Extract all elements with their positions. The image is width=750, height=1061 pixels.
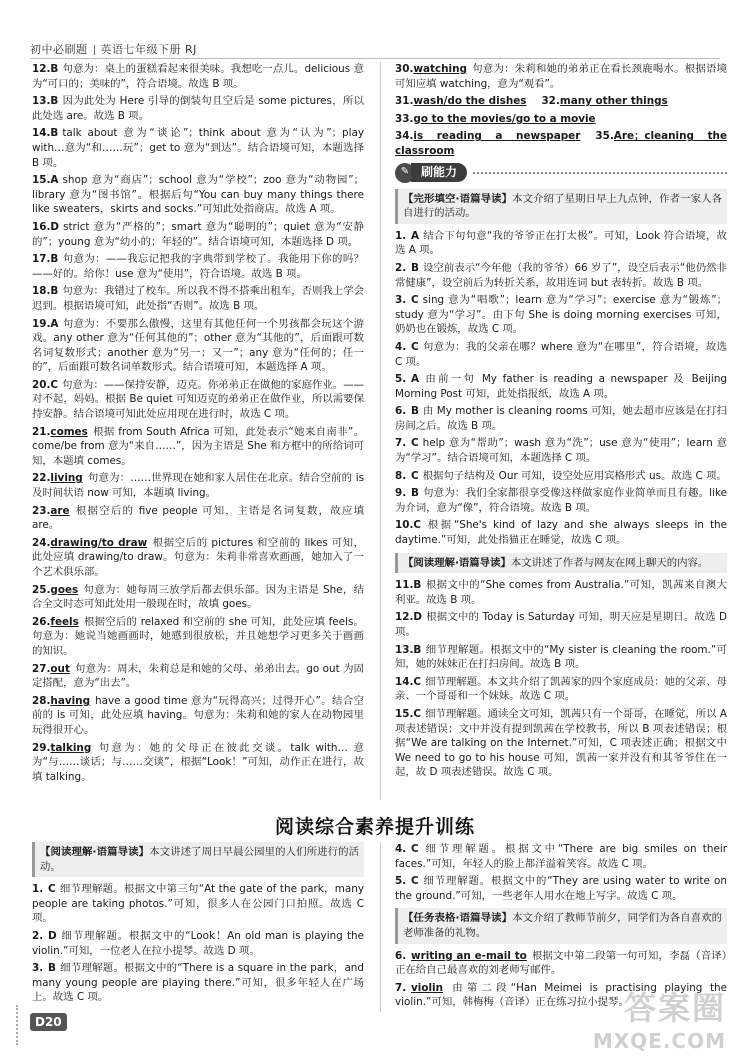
item-explanation: 句意为：桌上的蛋糕看起来很美味。我想吃一点儿。delicious 意为“可口的；美味的”，符合语境。故选 B 项。 [32,63,364,90]
item-number: 31. [395,95,414,108]
item-explanation: 细节理解题。根据文中“There are big smiles on their faces.”可知，年轻人的脸上都洋溢着笑容。故选 C 项。 [395,843,727,870]
item-number: 1. [395,229,407,242]
guide-tag: 【任务表格·语篇导读】 [403,912,513,925]
item-explanation: 句意为：我的父亲在哪？where 意为“在哪里”，符合语境，故选 C 项。 [395,340,727,368]
item-explanation: 句意为：朱莉和她的弟弟正在看长颈鹿喝水。根据语境可知应填 watching，意为“观看”。 [395,63,727,90]
item-number: 15. [32,174,51,187]
answer-item [395,261,727,290]
item-answer: A [50,174,59,187]
item-number: 6. [395,405,407,418]
answer-item [395,372,727,401]
short-answer-row [395,94,727,109]
item-answer: B [413,579,422,592]
item-answer: talking [50,741,92,754]
badge-label: 刷能力 [411,163,467,182]
answer-item [32,252,364,281]
answer-item [32,425,364,469]
answer-item [32,961,364,1005]
item-explanation: 细节理解题。通读全文可知，凯茜只有一个哥哥，在睡觉，所以 A 项表述错误；文中并没有提到凯茜在学校教书，所以 B 项表述错误；根据“We are talking on the Internet.”可知，C 项表述正确；根据文中 We need to go to his house 可知，凯茜一家并没有和其爷爷住在一起，故 D 项表述错误。故选 C 项。 [395,707,727,779]
item-number: 20. [32,378,51,391]
book-subject: 英语七年级下册 [100,43,181,56]
item-explanation: 细节理解题。本文共介绍了凯茜家的四个家庭成员：她的父亲、母亲、一个哥哥和一个妹妹。故选 C 项。 [395,675,727,703]
item-explanation: 结合下句句意“我的爷爷正在打太极”。可知，Look 符合语境，故选 A 项。 [395,229,727,257]
left-column-bottom [32,842,364,1008]
item-number: 13. [32,95,51,108]
item-answer: Are；cleaning the classroom [395,130,727,157]
answer-item [395,62,727,91]
item-number: 5. [395,373,407,386]
item-answer: C [413,519,422,532]
answer-item [32,662,364,691]
item-explanation: 设空前表示“今年他（我的爷爷）66 岁了”，设空后表示“他仍然非常健康”，设空前后为转折关系，故用连词 but 表转折。故选 B 项。 [395,261,727,289]
item-number: 29. [32,741,51,754]
item-number: 17. [32,253,51,266]
item-explanation: 根据 from South Africa 可知，此处表示“她来自南非”。come/be from 意为“来自……”，因为主语是 She 和方框中的所给词可知，本题填 comes。 [32,425,364,467]
item-answer: goes [50,583,79,596]
answer-item [32,126,364,170]
guide-box-task-table [395,908,727,943]
right-column-top [395,62,727,783]
item-answer: C [411,340,419,353]
answer-item [32,220,364,249]
item-number: 4. [395,843,407,855]
item-number: 8. [395,469,407,482]
item-answer: C [413,675,422,688]
item-explanation: 根据句子结构及 Our 可知，设空处应用宾格形式 us。故选 C 项。 [422,469,727,482]
item-number: 14. [395,675,414,688]
item-number: 2. [395,261,407,274]
answer-item [32,504,364,533]
watermark-logo [593,983,726,1053]
item-answer: A [50,317,59,330]
item-explanation: 根据空后的 relaxed 和空前的 she 可知，此处应填 feels。句意为：她说当她画画时，她感到很放松，并且她想学习更多关于画画的知识。 [32,615,364,657]
short-answers [395,94,727,158]
item-number: 34. [395,130,414,143]
item-explanation: strict 意为“严格的”；smart 意为“聪明的”；quiet 意为“安静的”；young 意为“幼小的；年轻的”。结合语境可知，本题选择 D 项。 [32,220,364,248]
watermark-line1: 答案圈 [623,989,726,1027]
item-number: 22. [32,472,51,485]
item-number: 14. [32,127,51,140]
item-explanation: 句意为：我们全家都很享受像这样做家庭作业简单而且有趣。like 为介词，意为“像”，符合语境。故选 B 项。 [395,487,727,514]
item-answer: B [50,253,59,266]
item-answer: A [411,229,420,242]
answer-item [395,643,727,672]
answer-item [32,536,364,580]
item-answer: B [411,487,419,500]
book-edition: RJ [185,43,197,56]
answer-item [32,62,364,91]
answer-item [395,518,727,547]
answer-item [32,284,364,313]
item-explanation: 根据空后的 pictures 和空前的 likes 可知，此处应填 drawing/to draw。句意为：朱莉非常喜欢画画，她加入了一个艺术俱乐部。 [32,536,364,578]
answer-item [395,949,727,978]
item-explanation: 根据“She's kind of lazy and she always sleeps in the daytime.”可知，此处指猫正在睡觉，故选 C 项。 [395,519,727,547]
item-answer: D [50,220,60,233]
item-number: 21. [32,425,51,438]
guide-tag: 【阅读理解·语篇导读】 [40,846,150,858]
answer-item [395,293,727,337]
item-answer: is reading a newspaper [413,130,581,143]
item-explanation: 细节理解题。根据文中的“They are using water to write on the ground.”可知，一些老年人用水在地上写字。故选 C 项。 [395,875,727,902]
item-answer: B [48,962,56,975]
item-explanation: have a good time 意为“玩得高兴；过得开心”。结合空前的 is 可知，此处应填 having。句意为：朱莉和她的家人在动物园里玩得很开心。 [32,694,364,736]
item-explanation: 因为此处为 Here 引导的倒装句且空后是 some pictures，所以此处选 are。故选 B 项。 [32,95,364,122]
item-number: 23. [32,504,51,517]
item-number: 4. [395,340,407,353]
item-number: 32. [541,95,560,108]
item-answer: B [50,285,59,298]
answer-item [395,436,727,465]
item-number: 3. [32,962,44,975]
item-number: 15. [395,707,414,720]
watermark-line2: MXQE.COM [592,1029,726,1053]
answer-item [395,842,727,871]
item-number: 6. [395,949,407,962]
answer-item [395,229,727,258]
item-answer: many other things [559,95,668,108]
item-answer: out [50,662,70,675]
item-number: 12. [395,611,414,624]
item-answer: having [50,694,91,707]
short-answer-row [395,112,727,127]
answer-item [32,929,364,958]
item-answer: wash/do the dishes [413,95,527,108]
answer-item [395,486,727,515]
answer-item [395,610,727,639]
answer-item [395,874,727,903]
item-explanation: 细节理解题。根据文中的“My sister is cleaning the room.”可知，她的妹妹正在打扫房间。故选 B 项。 [395,643,727,671]
item-answer: are [50,504,70,517]
item-number: 10. [395,519,414,532]
left-column-top [32,62,364,787]
item-answer: drawing/to draw [50,536,148,549]
header-separator [94,45,95,55]
answer-item [32,94,364,123]
item-answer: A [411,373,420,386]
item-number: 18. [32,285,51,298]
item-number: 2. [32,929,44,942]
item-number: 33. [395,112,414,125]
item-number: 7. [395,437,407,450]
answer-item [395,707,727,780]
column-divider-bottom [380,842,381,1012]
item-answer: C [411,437,419,450]
item-answer: B [411,261,419,274]
guide-text: 本文讲述了作者与网友在网上聊天的内容。 [510,556,709,569]
item-answer: B [50,63,59,75]
item-number: 25. [32,583,51,596]
guide-tag: 【完形填空·语篇导读】 [403,192,513,205]
item-answer: feels [50,615,79,628]
item-explanation: 由第二段“Han Meimei is practising playing the violin.”可知，韩梅梅（音译）正在练习拉小提琴。 [395,981,727,1009]
brush-icon: ✎ [395,163,415,183]
item-number: 30. [395,63,414,75]
item-answer: comes [50,425,88,438]
ability-badge [395,163,727,183]
item-explanation: 根据文中的“She comes from Australia.”可知，凯茜来自澳大利亚。故选 B 项。 [395,579,727,606]
answer-item [32,694,364,738]
item-explanation: help 意为“帮助”；wash 意为“洗”；use 意为“使用”；learn 意为“学习”。结合语境可知，本题选择 C 项。 [395,437,727,465]
item-explanation: 句意为：——我忘记把我的字典带到学校了。我能用下你的吗？——好的。给你！use 意为“使用”，符合语境。故选 B 项。 [32,253,364,280]
item-explanation: 句意为：周末，朱莉总是和她的父母、弟弟出去。go out 为固定搭配，意为“出去”。 [32,662,364,690]
item-explanation: 根据文中的 Today is Saturday 可知，明天应是星期日。故选 D 项。 [395,611,727,638]
answer-item [32,741,364,785]
item-answer: writing an e-mail to [411,949,527,962]
item-explanation: 由 My mother is cleaning rooms 可知，她去超市应该是在打扫房间之后。故选 B 项。 [395,405,727,432]
answer-item [395,675,727,704]
item-explanation: 根据文中第二段第一句可知，李磊（音译）正在给自己最喜欢的刘老师写邮件。 [395,949,727,977]
page-number-decoration [16,1005,26,1045]
answer-item [32,378,364,422]
item-answer: go to the movies/go to a movie [413,112,596,125]
page-number: D20 [30,1013,67,1031]
answer-item [395,340,727,369]
item-number: 12. [32,63,51,75]
guide-box-cloze [395,189,727,224]
item-explanation: 根据空后的 five people 可知，主语是名词复数，故应填 are。 [32,504,364,532]
item-answer: C [411,875,419,888]
page-header [30,41,197,57]
item-number: 7. [395,981,407,994]
item-number: 13. [395,643,414,656]
item-answer: B [50,127,59,140]
item-explanation: sing 意为“唱歌”；learn 意为“学习”；exercise 意为“锻炼”；study 意为“学习”。由下句 She is doing morning exercises 可知，奶奶也在锻炼，故选 C 项。 [395,294,727,336]
answer-item [32,615,364,659]
dotted-rule [473,172,727,174]
item-number: 28. [32,694,51,707]
header-rule [30,58,720,59]
item-number: 26. [32,615,51,628]
item-explanation: talk about 意为“谈论”；think about 意为“认为”；play with…意为“和……玩”；get to 意为“到达”。结合语境可知，本题选择 B 项。 [32,127,364,169]
item-answer: C [411,843,419,855]
item-answer: living [50,472,83,485]
book-title: 初中必刷题 [30,43,88,56]
guide-text: 本文介绍了星期日早上九点钟，作者一家人各自进行的活动。 [403,192,722,220]
item-explanation: 由前一句 My father is reading a newspaper 及 Beijing Morning Post 可知，此处指报纸，故选 A 项。 [395,373,727,400]
guide-text: 本文介绍了教师节前夕，同学们为各自喜欢的老师准备的礼物。 [403,912,722,939]
item-answer: B [50,95,59,108]
item-answer: D [413,611,423,624]
item-answer: C [48,883,56,896]
answer-item [395,404,727,433]
item-answer: violin [411,981,443,994]
answer-item [32,583,364,612]
guide-text: 本文讲述了周日早晨公园里的人们所进行的活动。 [40,846,359,873]
answer-item [395,578,727,607]
item-number: 19. [32,317,51,330]
item-answer: C [413,707,422,720]
item-explanation: 细节理解题。根据文中的“Look！An old man is playing the violin.”可知，一位老人在拉小提琴。故选 D 项。 [32,929,364,957]
answer-item [32,882,364,926]
item-explanation: 句意为：——保持安静，迈克。你弟弟正在做他的家庭作业。——对不起，妈妈。根据 Be quiet 可知迈克的弟弟正在做作业，所以需要保持安静。结合语境可知此处应用现在进行时，故选 C 项。 [32,378,364,421]
column-divider-top [380,62,381,800]
item-explanation: 句意为：她每周三放学后都去俱乐部。因为主语是 She，结合全文时态可知此处用一般现在时，故填 goes。 [32,583,364,611]
answer-item [32,471,364,500]
item-answer: C [411,294,419,307]
item-answer: B [411,405,419,418]
item-explanation: 句意为：我错过了校车。所以我不得不搭乘出租车，否则我上学会迟到。根据语境可知，此处指“否则”。故选 B 项。 [32,285,364,312]
answer-item [395,469,727,484]
item-number: 11. [395,579,414,592]
item-number: 9. [395,487,407,500]
item-number: 27. [32,662,51,675]
item-answer: B [413,643,422,656]
item-answer: D [48,929,57,942]
item-explanation: 句意为：她的父母正在彼此交谈。talk with… 意为“与……谈话；与……交谈”，根据“Look！”可知，动作正在进行，故填 talking。 [32,741,364,783]
item-answer: C [50,378,59,391]
item-number: 16. [32,220,51,233]
item-answer: C [411,469,419,482]
short-answer-row [395,129,727,158]
guide-tag: 【阅读理解·语篇导读】 [403,556,511,569]
item-answer: watching [413,63,467,75]
item-number: 5. [395,875,407,888]
section-title: 阅读综合素养提升训练 [274,816,475,838]
item-number: 3. [395,294,407,307]
item-explanation: 句意为：不要那么傲慢，这里有其他任何一个男孩都会玩这个游戏。any other 意为“任何其他的”；other 意为“其他的”，后面跟可数名词复数形式；another 意为“另一；又一”；any 意为“任何的；任一的”，后面跟可数名词单数形式。结合语境可知，本题选择 A 项。 [32,317,364,374]
item-number: 35. [595,130,614,143]
item-number: 24. [32,536,51,549]
item-explanation: 细节理解题。根据文中第三句“At the gate of the park，many people are taking photos.”可知，很多人在公园门口拍照。故选 C 项。 [32,883,364,925]
guide-box-reading-park [32,842,364,877]
answer-item [32,317,364,375]
item-explanation: 细节理解题。根据文中的“There is a square in the park，and many young people are playing there.”可知，很多年轻人在广场上。故选 C 项。 [32,962,364,1004]
guide-box-reading [395,553,727,574]
item-explanation: shop 意为“商店”；school 意为“学校”；zoo 意为“动物园”；library 意为“图书馆”。根据后句“You can buy many things there like sweaters，skirts and socks.”可知此处指商店。故选 A 项。 [32,174,364,216]
answer-item [32,173,364,217]
item-explanation: 句意为：……世界现在她和家人居住在北京。结合空前的 is 及时间状语 now 可知，本题填 living。 [32,472,364,500]
item-number: 1. [32,883,44,896]
